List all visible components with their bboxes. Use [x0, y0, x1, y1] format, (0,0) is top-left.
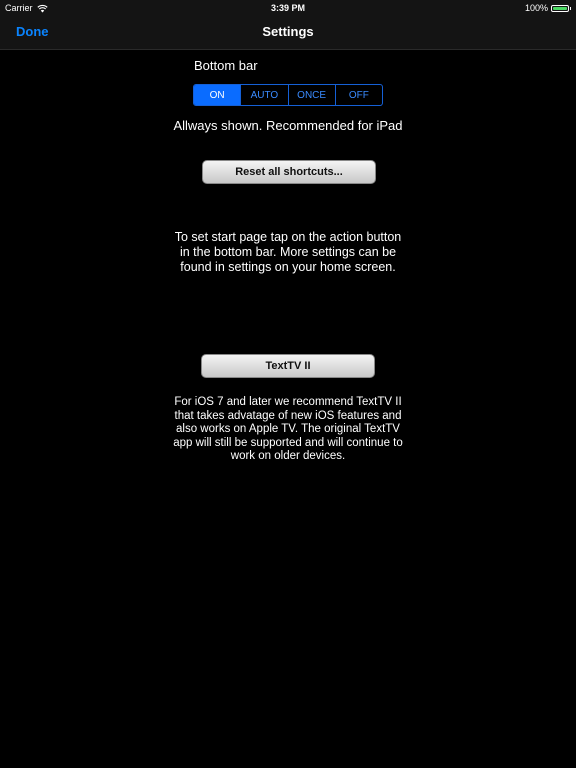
reset-shortcuts-label: Reset all shortcuts... — [235, 166, 343, 178]
bottom-bar-description: Allways shown. Recommended for iPad — [173, 118, 403, 133]
battery-group — [525, 3, 571, 13]
status-bar — [0, 0, 576, 16]
bottom-bar-segmented-control[interactable] — [193, 84, 383, 106]
page-title: Settings — [262, 24, 314, 39]
texttv-ii-button[interactable] — [201, 354, 375, 378]
status-time: 3:39 PM — [270, 3, 305, 13]
segment-auto[interactable]: AUTO — [240, 85, 287, 105]
segment-off[interactable]: OFF — [335, 85, 382, 105]
done-button[interactable]: Done — [16, 24, 49, 39]
segment-on[interactable]: ON — [194, 85, 240, 105]
bottom-bar-label: Bottom bar — [194, 58, 258, 73]
battery-percent: 100% — [524, 3, 548, 13]
texttv-info: For iOS 7 and later we recommend TextTV II that takes advatage of new iOS features and also works on Apple TV. The original TextTV app will still be supported and will continue to work on older devices. — [173, 396, 403, 463]
battery-fill — [553, 7, 567, 10]
texttv-ii-label: TextTV II — [265, 360, 311, 372]
reset-shortcuts-button[interactable] — [202, 160, 376, 184]
navigation-bar — [0, 16, 576, 50]
battery-tip — [570, 7, 571, 10]
battery-icon — [551, 5, 569, 12]
start-page-info: To set start page tap on the action button in the bottom bar. More settings can be found in settings on your home screen. — [174, 230, 402, 274]
carrier-label: Carrier — [5, 3, 33, 13]
segment-once[interactable]: ONCE — [288, 85, 335, 105]
